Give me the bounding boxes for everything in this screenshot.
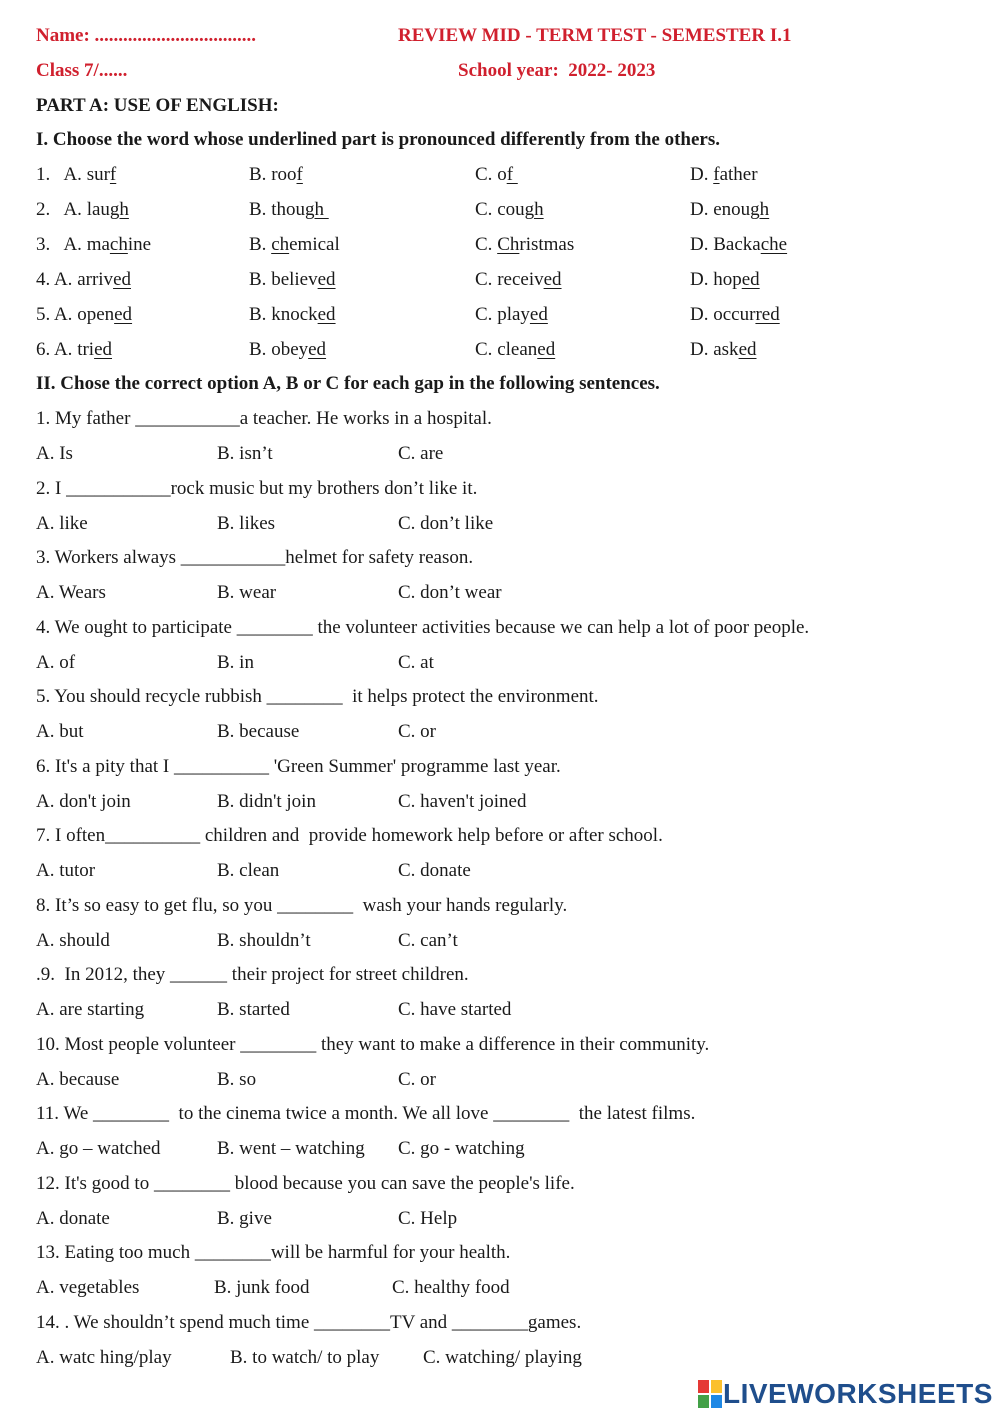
word-part: sur — [86, 164, 110, 185]
pronunciation-option — [475, 268, 562, 292]
pronunciation-option — [36, 198, 129, 222]
pronunciation-option — [690, 338, 757, 362]
answer-option-a: A. but — [36, 721, 84, 742]
pronunciation-option — [249, 268, 336, 292]
question-number: 6. A. — [36, 339, 78, 360]
answer-option-a: A. go – watched — [36, 1138, 161, 1159]
question-text: 3. Workers always ___________helmet for safety reason. — [36, 547, 474, 568]
underlined-part: f — [296, 164, 303, 185]
underlined-part: Ch — [497, 234, 520, 255]
answer-option-c: C. watching/ playing — [423, 1347, 582, 1368]
underlined-part: ed — [114, 304, 133, 325]
answer-option-a: A. because — [36, 1069, 120, 1090]
question-text: 5. You should recycle rubbish ________ it helps protect the environment. — [36, 686, 599, 707]
question-number: 4. A. — [36, 269, 78, 290]
pronunciation-option — [36, 338, 112, 362]
answer-option-c: C. at — [398, 652, 434, 673]
word-part: open — [77, 304, 115, 325]
question-text: 7. I often__________ children and provide homework help before or after school. — [36, 825, 663, 846]
option-letter: B. — [249, 304, 272, 325]
answer-option-a: A. watc hing/play — [36, 1347, 172, 1368]
answer-option-a: A. vegetables — [36, 1277, 140, 1298]
question-number: 2. A. — [36, 199, 87, 220]
option-letter: D. — [690, 164, 714, 185]
pronunciation-option — [36, 268, 131, 292]
word-part: believ — [271, 269, 318, 290]
option-letter: C. — [475, 199, 498, 220]
option-letter: C. — [475, 339, 498, 360]
word-part: ask — [713, 339, 739, 360]
liveworksheets-logo — [697, 1376, 993, 1412]
option-letter: D. — [690, 199, 714, 220]
answer-option-b: B. clean — [217, 860, 280, 881]
underlined-part: gh — [304, 199, 329, 220]
answer-option-b: B. went – watching — [217, 1138, 365, 1159]
option-letter: B. — [249, 164, 272, 185]
option-letter: D. — [690, 339, 714, 360]
answer-option-b: B. in — [217, 652, 254, 673]
answer-option-b: B. didn't join — [217, 791, 316, 812]
underlined-part: ed — [308, 339, 327, 360]
pronunciation-option — [475, 303, 548, 327]
word-part: obey — [271, 339, 309, 360]
question-text: 2. I ___________rock music but my brothers don’t like it. — [36, 478, 478, 499]
question-text: 8. It’s so easy to get flu, so you ________ wash your hands regularly. — [36, 895, 568, 916]
question-text: .9. In 2012, they ______ their project for street children. — [36, 964, 469, 985]
answer-option-b: B. give — [217, 1208, 272, 1229]
pronunciation-option — [249, 303, 336, 327]
word-part: o — [497, 164, 507, 185]
option-letter: C. — [475, 304, 498, 325]
school-year: School year: 2022- 2023 — [458, 60, 656, 81]
answer-option-b: B. junk food — [214, 1277, 310, 1298]
pronunciation-option — [475, 198, 544, 222]
underlined-part: ed — [738, 339, 757, 360]
underlined-part: ed — [317, 269, 336, 290]
underlined-part: che — [760, 234, 788, 255]
pronunciation-option — [690, 198, 769, 222]
underlined-part: ed — [113, 269, 131, 290]
name-field-label: Name: .................................. — [36, 25, 257, 46]
answer-option-c: C. haven't joined — [398, 791, 527, 812]
answer-option-c: C. don’t like — [398, 513, 494, 534]
pronunciation-option — [690, 268, 760, 292]
pronunciation-option — [475, 163, 518, 187]
pronunciation-option — [36, 163, 116, 187]
answer-option-a: A. don't join — [36, 791, 131, 812]
word-part: roo — [271, 164, 297, 185]
answer-option-b: B. so — [217, 1069, 257, 1090]
question-text: 13. Eating too much ________will be harmful for your health. — [36, 1242, 511, 1263]
word-part: receiv — [497, 269, 544, 290]
answer-option-a: A. should — [36, 930, 110, 951]
logo-text: LIVEWORKSHEETS — [723, 1378, 993, 1409]
question-text: 1. My father ___________a teacher. He works in a hospital. — [36, 408, 492, 429]
underlined-part: ed — [741, 269, 760, 290]
word-part: cou — [497, 199, 525, 220]
answer-option-a: A. Is — [36, 443, 73, 464]
pronunciation-option — [249, 338, 326, 362]
answer-option-a: A. tutor — [36, 860, 96, 881]
pronunciation-option — [249, 198, 329, 222]
answer-option-a: A. Wears — [36, 582, 106, 603]
option-letter: D. — [690, 234, 714, 255]
pronunciation-option — [690, 233, 787, 257]
underlined-part: ed — [94, 339, 113, 360]
word-part: tri — [77, 339, 95, 360]
part-a-heading: PART A: USE OF ENGLISH: — [36, 95, 279, 116]
word-part: enou — [713, 199, 751, 220]
underlined-part: f — [713, 164, 720, 185]
word-part: thou — [271, 199, 305, 220]
underlined-part: f — [109, 164, 117, 185]
page-title: REVIEW MID - TERM TEST - SEMESTER I.1 — [398, 25, 792, 46]
word-part: Backa — [713, 234, 761, 255]
answer-option-c: C. can’t — [398, 930, 458, 951]
answer-option-b: B. to watch/ to play — [230, 1347, 380, 1368]
answer-option-c: C. Help — [398, 1208, 458, 1229]
option-letter: B. — [249, 269, 272, 290]
answer-option-c: C. healthy food — [392, 1277, 510, 1298]
answer-option-c: C. are — [398, 443, 444, 464]
word-part: ine — [127, 234, 152, 255]
underlined-part: gh — [524, 199, 544, 220]
pronunciation-option — [475, 338, 555, 362]
pronunciation-option — [36, 303, 132, 327]
underlined-part: gh — [750, 199, 770, 220]
question-text: 10. Most people volunteer ________ they want to make a difference in their community. — [36, 1034, 710, 1055]
underlined-part: ed — [543, 269, 562, 290]
option-letter: B. — [249, 234, 272, 255]
answer-option-c: C. donate — [398, 860, 471, 881]
liveworksheets-logo-icon — [697, 1379, 723, 1409]
question-text: 11. We ________ to the cinema twice a month. We all love ________ the latest films. — [36, 1103, 696, 1124]
underlined-part: ch — [109, 234, 128, 255]
section-2-heading: II. Chose the correct option A, B or C for each gap in the following sentences. — [36, 373, 660, 394]
answer-option-c: C. go - watching — [398, 1138, 525, 1159]
option-letter: D. — [690, 304, 714, 325]
pronunciation-option — [690, 163, 758, 187]
pronunciation-option — [36, 233, 151, 257]
question-number: 3. A. — [36, 234, 87, 255]
section-1-heading: I. Choose the word whose underlined part is pronounced differently from the others. — [36, 129, 721, 150]
option-letter: C. — [475, 164, 498, 185]
answer-option-c: C. have started — [398, 999, 512, 1020]
word-part: ma — [86, 234, 110, 255]
pronunciation-option — [249, 233, 340, 257]
option-letter: D. — [690, 269, 714, 290]
answer-option-a: A. are starting — [36, 999, 145, 1020]
question-text: 14. . We shouldn’t spend much time ________TV and ________games. — [36, 1312, 582, 1333]
word-part: knock — [271, 304, 318, 325]
answer-option-b: B. wear — [217, 582, 277, 603]
underlined-part: red — [755, 304, 780, 325]
answer-option-c: C. or — [398, 721, 436, 742]
answer-option-a: A. donate — [36, 1208, 110, 1229]
class-field-label: Class 7/...... — [36, 60, 128, 81]
question-number: 1. A. — [36, 164, 87, 185]
pronunciation-option — [690, 303, 780, 327]
answer-option-b: B. likes — [217, 513, 276, 534]
option-letter: B. — [249, 199, 272, 220]
word-part: ristmas — [519, 234, 575, 255]
answer-option-b: B. started — [217, 999, 290, 1020]
underlined-part: gh — [109, 199, 129, 220]
word-part: occur — [713, 304, 756, 325]
answer-option-b: B. isn’t — [217, 443, 273, 464]
word-part: clean — [497, 339, 538, 360]
answer-option-c: C. don’t wear — [398, 582, 502, 603]
option-letter: B. — [249, 339, 272, 360]
question-number: 5. A. — [36, 304, 78, 325]
word-part: arriv — [77, 269, 114, 290]
pronunciation-option — [475, 233, 574, 257]
underlined-part: ed — [317, 304, 336, 325]
question-text: 12. It's good to ________ blood because you can save the people's life. — [36, 1173, 575, 1194]
option-letter: C. — [475, 234, 498, 255]
word-part: emical — [289, 234, 340, 255]
word-part: ather — [719, 164, 758, 185]
answer-option-c: C. or — [398, 1069, 436, 1090]
answer-option-a: A. like — [36, 513, 88, 534]
question-text: 6. It's a pity that I __________ 'Green Summer' programme last year. — [36, 756, 561, 777]
question-text: 4. We ought to participate ________ the volunteer activities because we can help a lot of poor people. — [36, 617, 810, 638]
answer-option-b: B. shouldn’t — [217, 930, 311, 951]
option-letter: C. — [475, 269, 498, 290]
word-part: hop — [713, 269, 742, 290]
answer-option-a: A. of — [36, 652, 76, 673]
underlined-part: ch — [271, 234, 290, 255]
underlined-part: ed — [537, 339, 556, 360]
pronunciation-option — [249, 163, 303, 187]
answer-option-b: B. because — [217, 721, 300, 742]
word-part: play — [497, 304, 530, 325]
underlined-part: f — [506, 164, 518, 185]
word-part: lau — [86, 199, 110, 220]
underlined-part: ed — [529, 304, 548, 325]
